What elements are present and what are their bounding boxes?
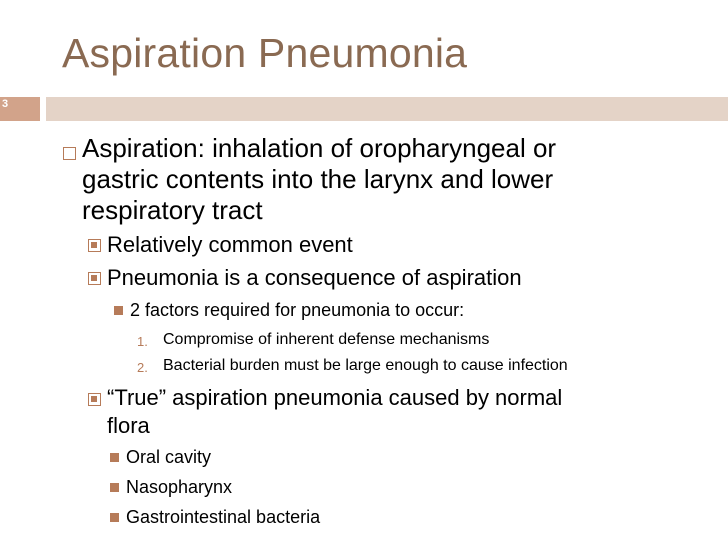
header-rule <box>46 97 728 121</box>
bullet-filled-square-icon <box>88 239 101 252</box>
bullet-text-l2: Pneumonia is a consequence of aspiration <box>107 265 522 290</box>
bullet-text-l2-cont: flora <box>107 413 150 438</box>
bullet-filled-square-icon <box>88 272 101 285</box>
slide-number: 3 <box>2 98 9 110</box>
bullet-small-square-icon <box>110 453 119 462</box>
bullet-small-square-icon <box>114 306 123 315</box>
bullet-text-l2: “True” aspiration pneumonia caused by normal <box>107 385 563 410</box>
slide-title: Aspiration Pneumonia <box>62 30 468 76</box>
bullet-text-l4: Compromise of inherent defense mechanisms <box>163 331 490 348</box>
bullet-text-l1-cont: gastric contents into the larynx and lower <box>82 164 554 194</box>
bullet-text-l1: Aspiration: inhalation of oropharyngeal or <box>82 133 557 163</box>
bullet-filled-square-icon <box>88 393 101 406</box>
bullet-square-icon <box>63 147 76 160</box>
slide-number-bar <box>0 97 40 121</box>
bullet-text-l3: Nasopharynx <box>126 477 233 497</box>
list-number: 2. <box>137 360 148 375</box>
list-number: 1. <box>137 334 148 349</box>
bullet-text-l3: 2 factors required for pneumonia to occur: <box>130 300 465 320</box>
bullet-small-square-icon <box>110 513 119 522</box>
bullet-text-l4: Bacterial burden must be large enough to cause infection <box>163 357 568 374</box>
bullet-text-l3: Oral cavity <box>126 447 212 467</box>
bullet-small-square-icon <box>110 483 119 492</box>
bullet-text-l1-cont: respiratory tract <box>82 195 263 225</box>
bullet-text-l3: Gastrointestinal bacteria <box>126 507 321 527</box>
bullet-text-l2: Relatively common event <box>107 232 353 257</box>
